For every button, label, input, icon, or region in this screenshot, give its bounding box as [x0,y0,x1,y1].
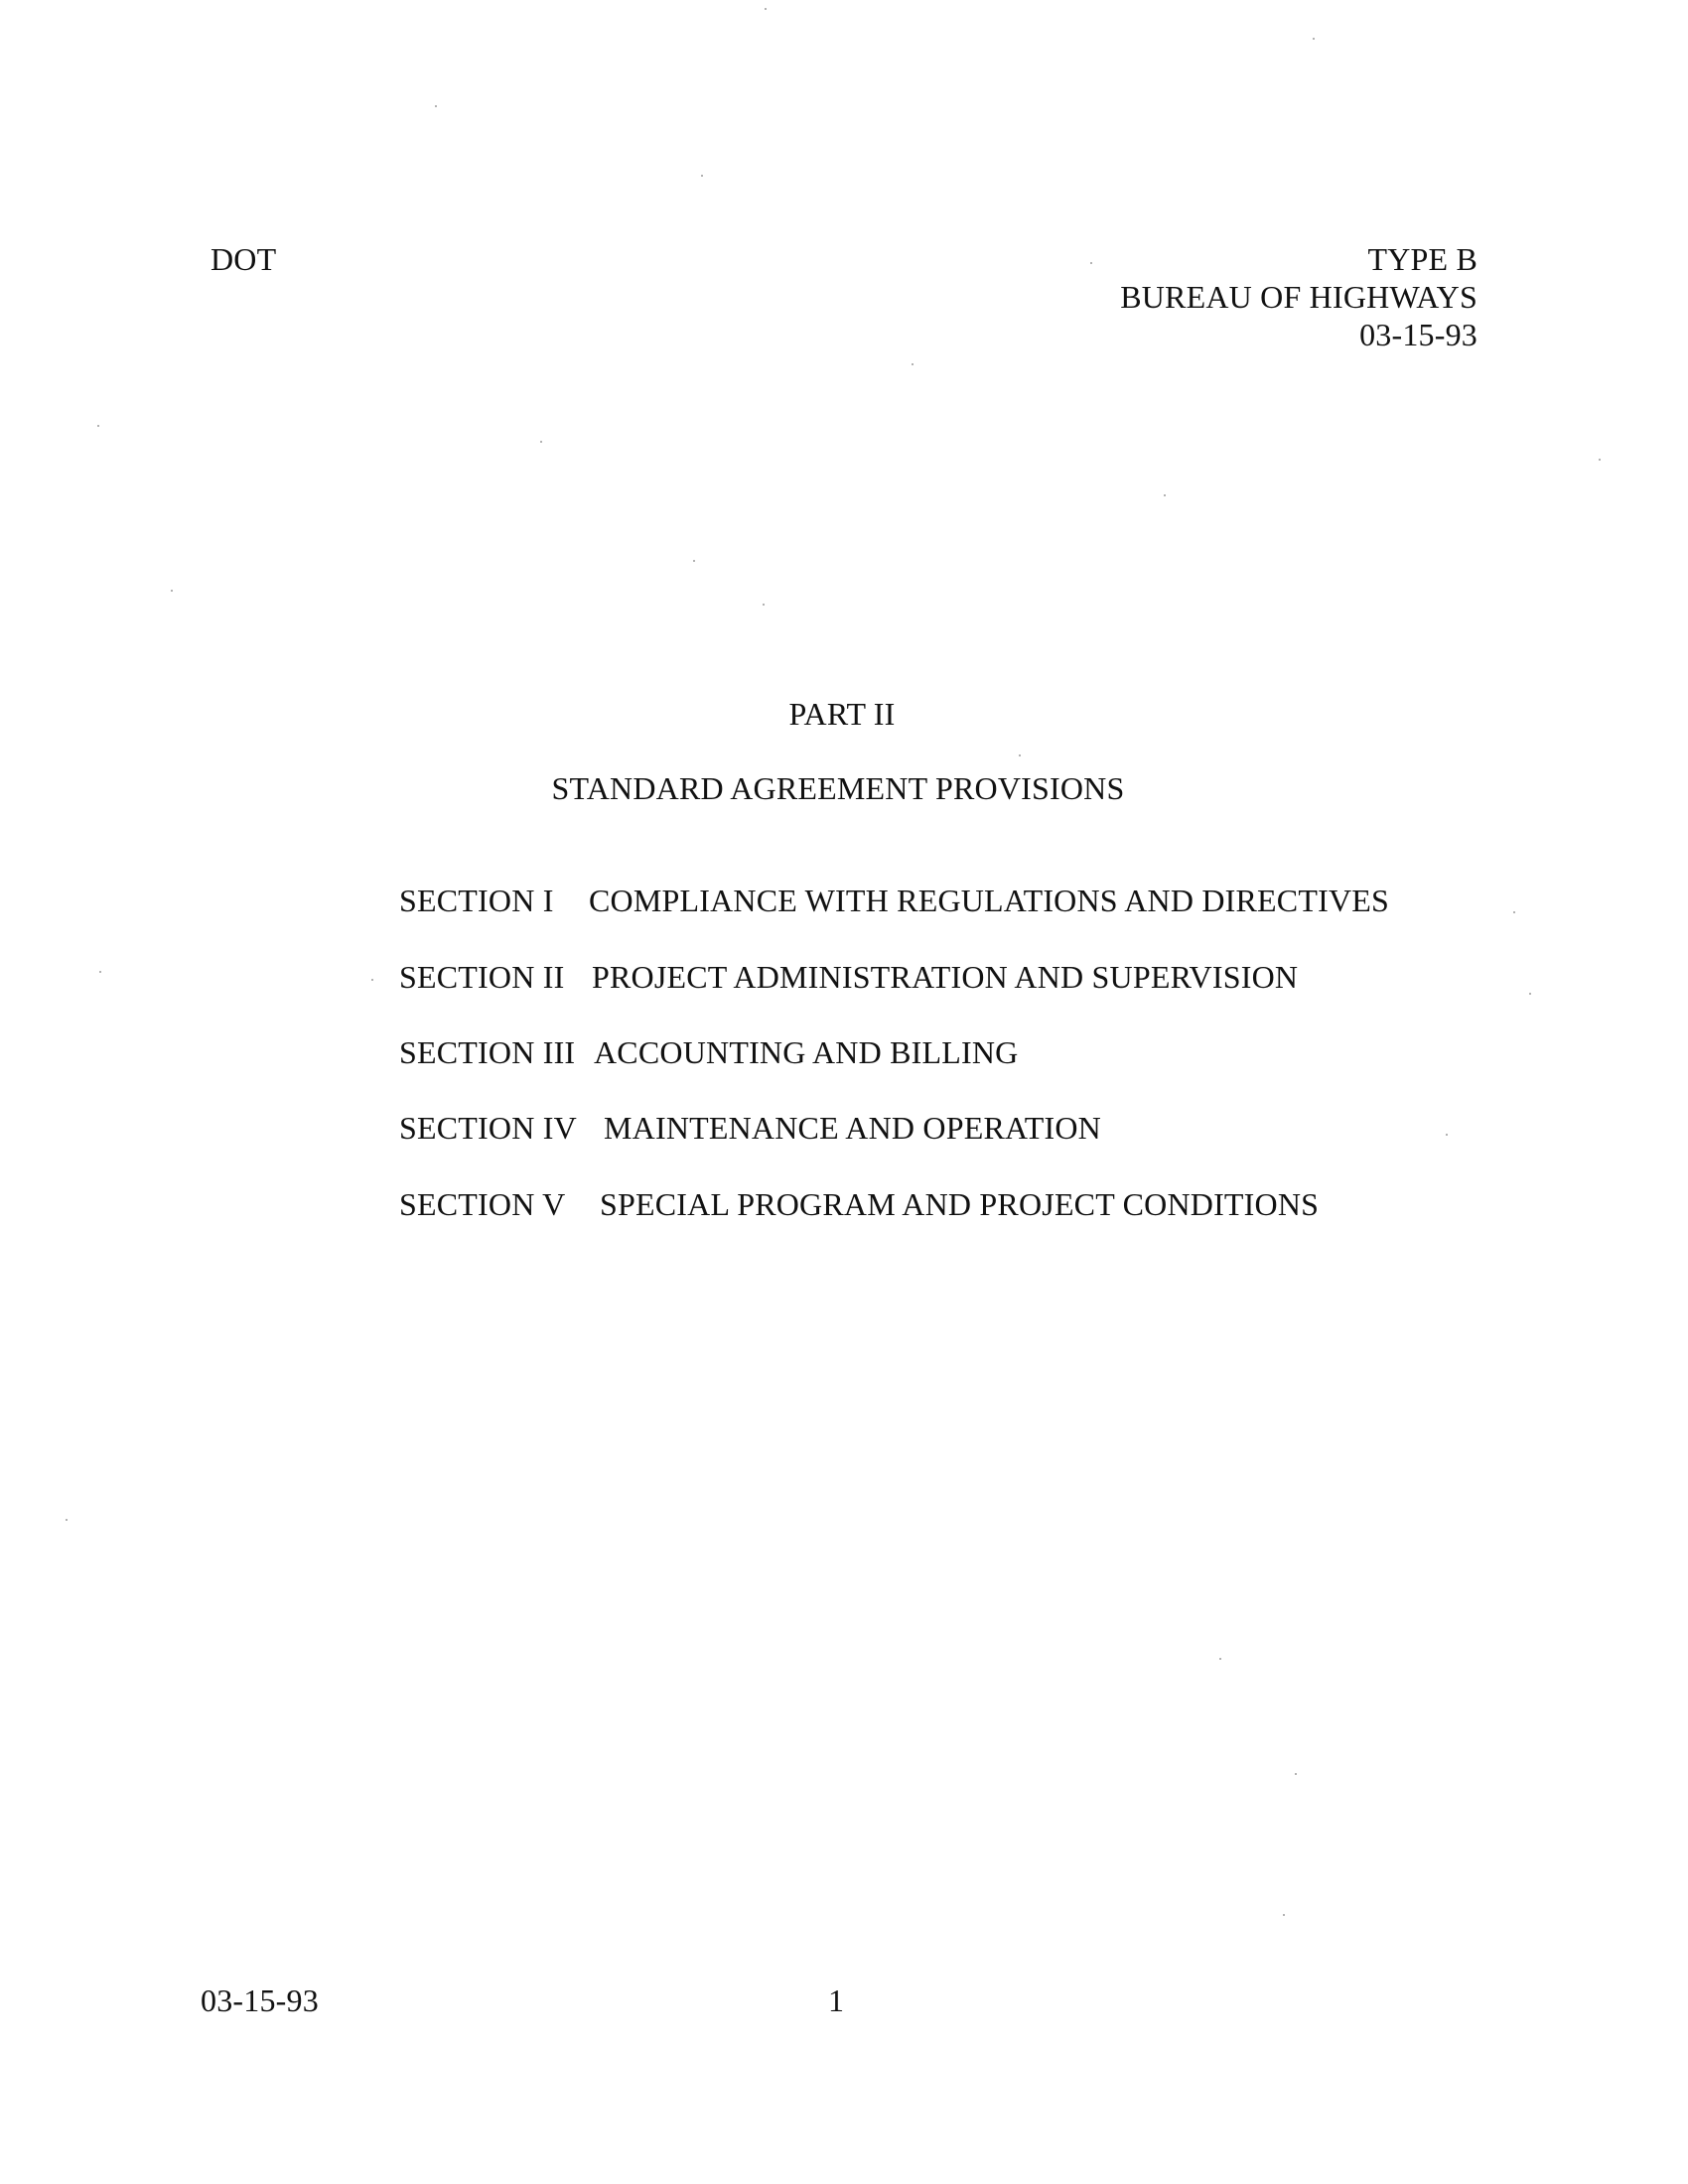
scan-speck [540,441,542,443]
header-date: 03-15-93 [1359,317,1477,352]
scan-speck [371,979,373,981]
scan-speck [171,590,173,592]
scan-speck [1283,1914,1285,1916]
header-bureau: BUREAU OF HIGHWAYS [1120,279,1477,315]
part-heading: PART II [788,696,896,732]
scan-speck [1529,993,1531,995]
scan-speck [1313,38,1315,40]
scan-speck [701,175,703,177]
scan-speck [1446,1134,1448,1136]
scan-speck [1219,1658,1221,1660]
page-number: 1 [828,1982,845,2018]
section-label: SECTION II [399,959,565,995]
scan-speck [763,604,765,606]
scan-speck [1513,911,1515,913]
scan-speck [1090,262,1092,264]
scan-speck [435,105,437,107]
scan-speck [693,560,695,562]
section-label: SECTION I [399,883,554,918]
document-title: STANDARD AGREEMENT PROVISIONS [551,770,1125,806]
scan-speck [97,425,99,427]
section-title: ACCOUNTING AND BILLING [594,1034,1019,1070]
section-title: SPECIAL PROGRAM AND PROJECT CONDITIONS [600,1186,1320,1222]
header-right-block [1120,240,1477,353]
section-label: SECTION V [399,1186,566,1222]
scan-speck [1019,754,1021,756]
section-title: COMPLIANCE WITH REGULATIONS AND DIRECTIVES [589,883,1390,918]
section-row [399,1033,1019,1071]
section-row [399,958,1299,996]
section-label: SECTION IV [399,1110,577,1146]
section-row [399,1185,1320,1223]
section-title: MAINTENANCE AND OPERATION [604,1110,1101,1146]
scan-speck [99,971,101,973]
footer-date: 03-15-93 [201,1982,319,2018]
scan-speck [1295,1773,1297,1775]
section-label: SECTION III [399,1034,576,1070]
scan-speck [1599,459,1601,461]
header-type: TYPE B [1367,241,1477,277]
header-agency: DOT [211,241,277,277]
section-row [399,1109,1101,1147]
section-row [399,882,1390,919]
scan-speck [1164,494,1166,496]
section-title: PROJECT ADMINISTRATION AND SUPERVISION [592,959,1299,995]
scan-speck [765,8,767,10]
scan-speck [66,1519,68,1521]
scan-speck [912,363,914,365]
